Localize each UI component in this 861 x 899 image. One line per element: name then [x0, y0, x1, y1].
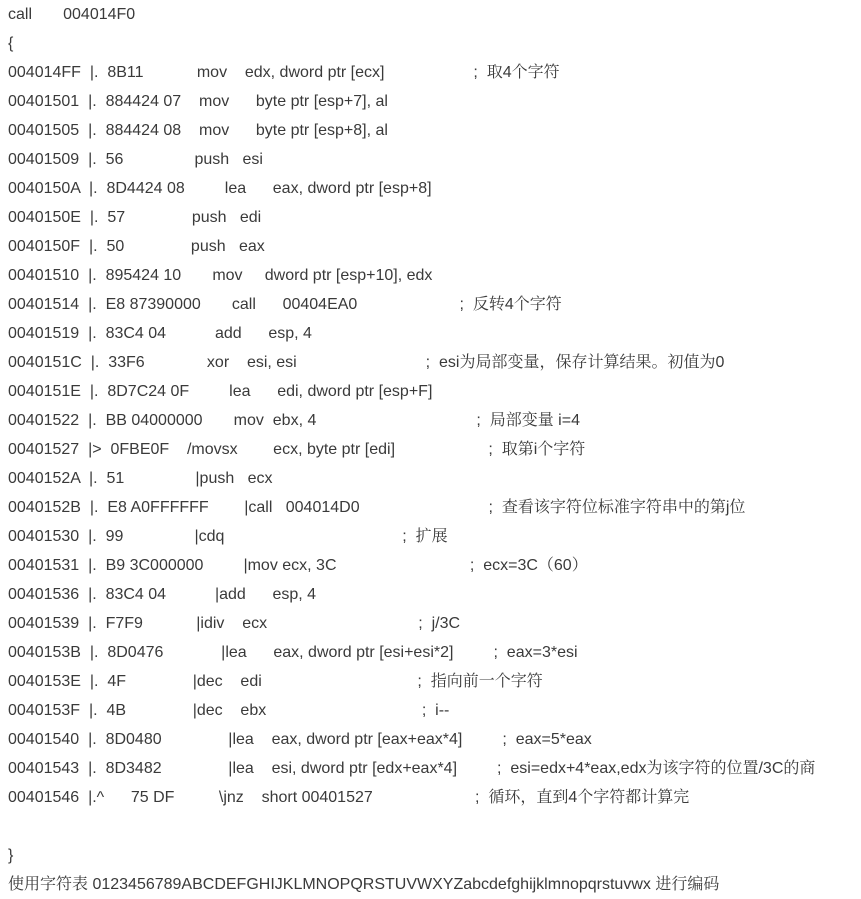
code-line: 0040150A |. 8D4424 08 lea eax, dword ptr [esp+8] — [8, 180, 432, 197]
code-line: 0040150E |. 57 push edi — [8, 209, 262, 226]
open-brace-line: { — [8, 35, 14, 52]
code-line: 00401539 |. F7F9 |idiv ecx ; j/3C — [8, 615, 461, 632]
code-line: 00401510 |. 895424 10 mov dword ptr [esp+10], edx — [8, 267, 433, 284]
code-line: 00401522 |. BB 04000000 mov ebx, 4 ; 局部变量 i=4 — [8, 412, 580, 429]
code-line: 00401530 |. 99 |cdq ; 扩展 — [8, 528, 448, 545]
code-line: 00401509 |. 56 push esi — [8, 151, 263, 168]
call-line: call 004014F0 — [8, 6, 136, 23]
code-line: 0040151E |. 8D7C24 0F lea edi, dword ptr [esp+F] — [8, 383, 433, 400]
code-line: 00401527 |> 0FBE0F /movsx ecx, byte ptr [edi] ; 取第i个字符 — [8, 441, 586, 458]
code-line: 0040152A |. 51 |push ecx — [8, 470, 273, 487]
code-line: 00401501 |. 884424 07 mov byte ptr [esp+7], al — [8, 93, 388, 110]
code-line: 00401540 |. 8D0480 |lea eax, dword ptr [eax+eax*4] ; eax=5*eax — [8, 731, 592, 748]
code-line: 00401536 |. 83C4 04 |add esp, 4 — [8, 586, 317, 603]
code-line: 00401543 |. 8D3482 |lea esi, dword ptr [edx+eax*4] ; esi=edx+4*eax,edx为该字符的位置/3C的商 — [8, 760, 816, 777]
code-line: 0040153E |. 4F |dec edi ; 指向前一个字符 — [8, 673, 543, 690]
code-line: 0040153F |. 4B |dec ebx ; i-- — [8, 702, 450, 719]
code-line — [8, 812, 861, 841]
code-line: 0040153B |. 8D0476 |lea eax, dword ptr [esi+esi*2] ; eax=3*esi — [8, 644, 578, 661]
code-line: 00401531 |. B9 3C000000 |mov ecx, 3C ; ecx=3C（60） — [8, 557, 588, 574]
code-line: 00401519 |. 83C4 04 add esp, 4 — [8, 325, 312, 342]
code-line: 004014FF |. 8B11 mov edx, dword ptr [ecx] ; 取4个字符 — [8, 64, 560, 81]
code-line: 00401505 |. 884424 08 mov byte ptr [esp+8], al — [8, 122, 388, 139]
charset-note-line: 使用字符表 0123456789ABCDEFGHIJKLMNOPQRSTUVWXYZabcdefghijklmnopqrstuvwx 进行编码 — [8, 876, 720, 893]
code-line: 0040150F |. 50 push eax — [8, 238, 265, 255]
code-line: 00401546 |.^ 75 DF \jnz short 00401527 ; 循环，直到4个字符都计算完 — [8, 789, 690, 806]
code-line: 0040151C |. 33F6 xor esi, esi ; esi为局部变量，保存计算结果。初值为0 — [8, 354, 725, 371]
code-line: 0040152B |. E8 A0FFFFFF |call 004014D0 ; 查看该字符位标准字符串中的第j位 — [8, 499, 746, 516]
code-line: 00401514 |. E8 87390000 call 00404EA0 ; 反转4个字符 — [8, 296, 562, 313]
close-brace-line: } — [8, 847, 14, 864]
